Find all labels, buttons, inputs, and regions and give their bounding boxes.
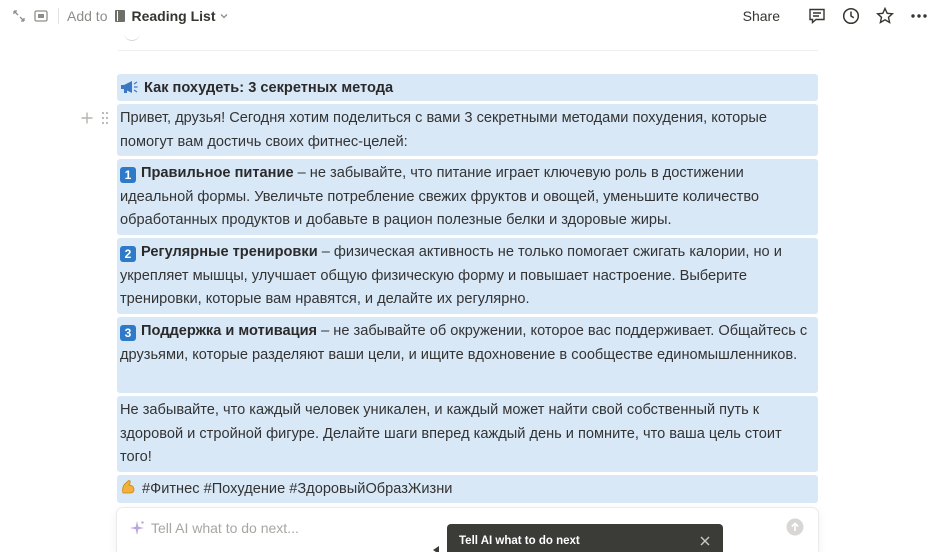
send-arrow-icon[interactable] (786, 518, 804, 536)
expand-icon[interactable] (8, 7, 30, 25)
number-badge: 2 (120, 246, 136, 262)
comment-icon[interactable] (806, 5, 828, 27)
block-handles (80, 111, 110, 125)
method-2-title: Регулярные тренировки (141, 244, 318, 260)
method-3-text: – не забывайте об окружении, которое вас поддерживает. Общайтесь с друзьями, которые разделяют ваши цели, и ищите вдохновение в сообществе единомышленников. (120, 323, 808, 363)
method-1-title: Правильное питание (141, 165, 294, 181)
tooltip-pointer (433, 546, 439, 552)
method-2-text: – физическая активность не только помогает сжигать калории, но и укрепляет мышцы, улучшает общую физическую форму и повышает настроение. Выберите тренировки, которые вам нравятся, и делайте их регулярно. (120, 244, 782, 307)
number-badge: 1 (120, 167, 136, 183)
flexed-bicep-icon (120, 479, 136, 504)
sparkle-icon (129, 520, 145, 536)
book-icon (113, 9, 127, 23)
title-block[interactable] (117, 74, 818, 101)
drag-handle-icon[interactable] (100, 111, 110, 125)
method-3-block[interactable] (117, 317, 818, 393)
more-icon[interactable] (908, 5, 930, 27)
peek-mode-icon[interactable] (30, 7, 52, 25)
post-title: Как похудеть: 3 секретных метода (144, 80, 394, 96)
top-bar-left (8, 7, 230, 25)
close-icon[interactable] (699, 535, 711, 547)
top-bar (0, 0, 940, 32)
add-to-label: Add to (67, 8, 108, 24)
share-button[interactable]: Share (742, 8, 780, 24)
tooltip-text: Tell AI what to do next (459, 535, 580, 547)
chevron-down-icon[interactable] (218, 10, 230, 22)
outro-block[interactable] (117, 396, 818, 472)
method-3-title: Поддержка и мотивация (141, 323, 318, 339)
method-2-block[interactable] (117, 238, 818, 314)
number-badge: 3 (120, 325, 136, 341)
intro-text: Привет, друзья! Сегодня хотим поделиться с вами 3 секретными методами похудения, которые помогут вам достичь своих фитнес-целей: (120, 110, 767, 150)
collection-selector[interactable]: Reading List (131, 8, 216, 24)
outro-text: Не забывайте, что каждый человек уникален, и каждый может найти свой собственный путь к здоровой и стройной фигуре. Делайте шаги вперед каждый день и помните, что ваша цель стоит того! (120, 402, 782, 465)
divider (58, 8, 59, 24)
method-1-block[interactable] (117, 159, 818, 235)
clock-icon[interactable] (840, 5, 862, 27)
megaphone-icon (120, 79, 138, 103)
star-icon[interactable] (874, 5, 896, 27)
ai-tooltip (447, 524, 723, 552)
hashtags-text: #Фитнес #Похудение #ЗдоровыйОбразЖизни (142, 481, 453, 497)
method-1-text: – не забывайте, что питание играет ключевую роль в достижении идеальной формы. Увеличьте потребление свежих фруктов и овощей, уменьшите количество обработанных продуктов и добавьте в рацион полезные белки и здоровые жиры. (120, 165, 760, 228)
previous-block-edge (118, 33, 818, 51)
top-bar-right (743, 5, 930, 27)
intro-block[interactable] (117, 104, 818, 156)
hashtags-block[interactable] (117, 475, 818, 503)
add-block-icon[interactable] (80, 111, 94, 125)
